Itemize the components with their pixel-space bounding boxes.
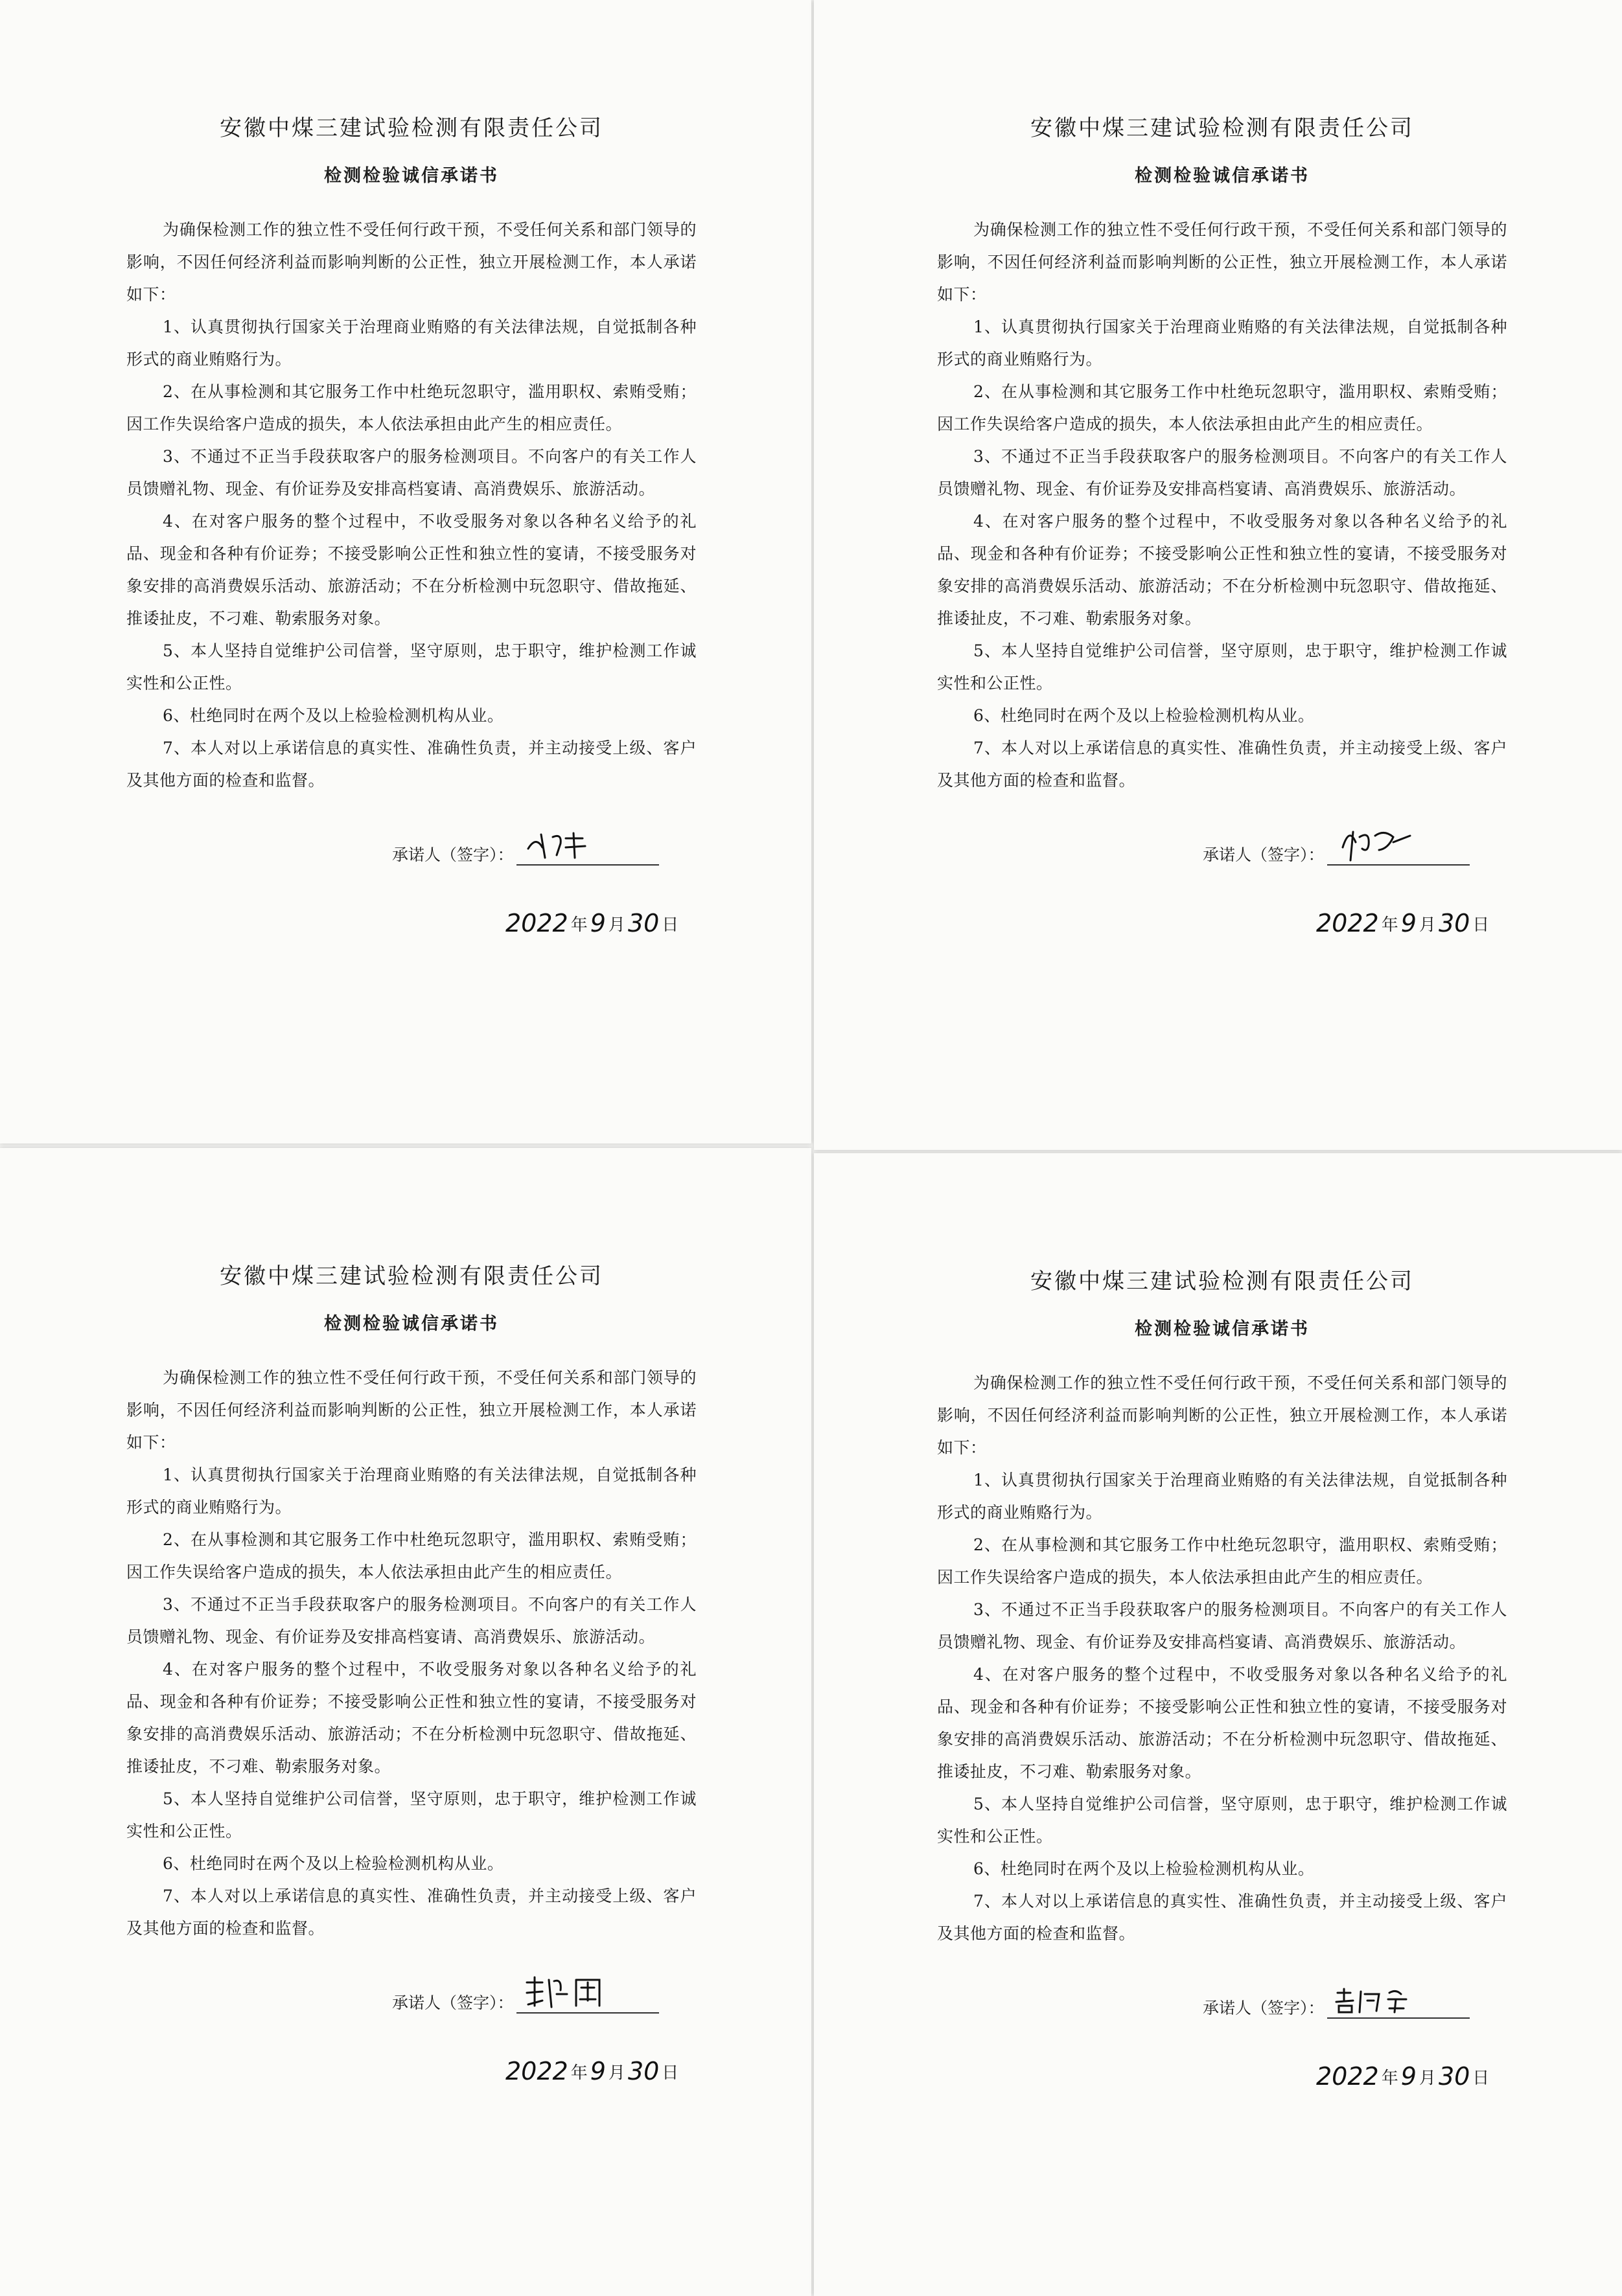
commitment-item-2: 2、在从事检测和其它服务工作中杜绝玩忽职守，滥用职权、索贿受贿；因工作失误给客户造成的损失，本人依法承担由此产生的相应责任。: [126, 1530, 697, 1581]
sheet-content: [126, 1258, 697, 2084]
handwritten-signature: [523, 829, 601, 862]
signature-label: 承诺人（签字）：: [392, 1993, 514, 2012]
signature-line: [516, 828, 659, 866]
date-day: 30: [627, 909, 660, 937]
date-month: 9: [1400, 909, 1417, 937]
commitment-item-1: 1、认真贯彻执行国家关于治理商业贿赂的有关法律法规，自觉抵制各种形式的商业贿赂行为。: [126, 317, 697, 369]
commitment-item-4: 4、在对客户服务的整个过程中，不收受服务对象以各种名义给予的礼品、现金和各种有价证券；不接受影响公正性和独立性的宴请，不接受服务对象安排的高消费娱乐活动、旅游活动；不在分析检测中玩忽职守、借故拖延、推诿扯皮，不刁难、勒索服务对象。: [126, 512, 697, 628]
commitment-item-4: 4、在对客户服务的整个过程中，不收受服务对象以各种名义给予的礼品、现金和各种有价证券；不接受影响公正性和独立性的宴请，不接受服务对象安排的高消费娱乐活动、旅游活动；不在分析检测中玩忽职守、借故拖延、推诿扯皮，不刁难、勒索服务对象。: [126, 1660, 697, 1776]
signature-row: [126, 828, 697, 866]
commitment-sheet-3: [0, 1148, 811, 2296]
document-subtitle: 检测检验诚信承诺书: [324, 1314, 499, 1334]
commitment-item-3: 3、不通过不正当手段获取客户的服务检测项目。不向客户的有关工作人员馈赠礼物、现金、有价证券及安排高档宴请、高消费娱乐、旅游活动。: [126, 447, 697, 498]
date-year: 2022: [505, 2057, 568, 2085]
commitment-item-1: 1、认真贯彻执行国家关于治理商业贿赂的有关法律法规，自觉抵制各种形式的商业贿赂行为。: [937, 317, 1507, 369]
handwritten-signature: [1334, 1986, 1431, 2015]
date-month: 9: [590, 2057, 606, 2085]
signature-label: 承诺人（签字）：: [1203, 1999, 1325, 2017]
month-unit: 月: [1419, 915, 1436, 935]
commitment-item-1: 1、认真贯彻执行国家关于治理商业贿赂的有关法律法规，自觉抵制各种形式的商业贿赂行为。: [937, 1471, 1507, 1522]
sheet-content: [937, 1263, 1507, 2089]
commitment-item-4: 4、在对客户服务的整个过程中，不收受服务对象以各种名义给予的礼品、现金和各种有价证券；不接受影响公正性和独立性的宴请，不接受服务对象安排的高消费娱乐活动、旅游活动；不在分析检测中玩忽职守、借故拖延、推诿扯皮，不刁难、勒索服务对象。: [937, 512, 1507, 628]
intro-paragraph: 为确保检测工作的独立性不受任何行政干预，不受任何关系和部门领导的影响，不因任何经济利益而影响判断的公正性，独立开展检测工作，本人承诺如下：: [126, 1368, 697, 1452]
sheet-content: [937, 110, 1507, 936]
date-row: [126, 2059, 697, 2084]
commitment-item-1: 1、认真贯彻执行国家关于治理商业贿赂的有关法律法规，自觉抵制各种形式的商业贿赂行为。: [126, 1465, 697, 1517]
intro-paragraph: 为确保检测工作的独立性不受任何行政干预，不受任何关系和部门领导的影响，不因任何经济利益而影响判断的公正性，独立开展检测工作，本人承诺如下：: [126, 220, 697, 304]
signature-label: 承诺人（签字）：: [1203, 845, 1325, 864]
signature-row: [937, 1981, 1507, 2019]
month-unit: 月: [1419, 2069, 1436, 2088]
company-title: 安徽中煤三建试验检测有限责任公司: [1030, 1269, 1414, 1294]
commitment-item-7: 7、本人对以上承诺信息的真实性、准确性负责，并主动接受上级、客户及其他方面的检查和监督。: [937, 739, 1507, 790]
handwritten-signature: [523, 1975, 620, 2010]
document-subtitle: 检测检验诚信承诺书: [1135, 166, 1310, 186]
document-subtitle: 检测检验诚信承诺书: [1135, 1319, 1310, 1339]
document-subtitle: 检测检验诚信承诺书: [324, 166, 499, 186]
signature-line: [1327, 1981, 1470, 2019]
date-row: [937, 911, 1507, 936]
commitment-item-6: 6、杜绝同时在两个及以上检验检测机构从业。: [973, 706, 1315, 725]
date-day: 30: [1438, 909, 1470, 937]
day-unit: 日: [662, 915, 679, 935]
company-title: 安徽中煤三建试验检测有限责任公司: [220, 115, 603, 141]
date-day: 30: [627, 2057, 660, 2085]
commitment-item-6: 6、杜绝同时在两个及以上检验检测机构从业。: [163, 1854, 504, 1873]
commitment-sheet-4: [814, 1153, 1622, 2296]
commitment-item-2: 2、在从事检测和其它服务工作中杜绝玩忽职守，滥用职权、索贿受贿；因工作失误给客户造成的损失，本人依法承担由此产生的相应责任。: [937, 1535, 1507, 1587]
commitment-sheet-1: [0, 0, 811, 1143]
commitment-item-6: 6、杜绝同时在两个及以上检验检测机构从业。: [973, 1859, 1315, 1878]
commitment-item-4: 4、在对客户服务的整个过程中，不收受服务对象以各种名义给予的礼品、现金和各种有价证券；不接受影响公正性和独立性的宴请，不接受服务对象安排的高消费娱乐活动、旅游活动；不在分析检测中玩忽职守、借故拖延、推诿扯皮，不刁难、勒索服务对象。: [937, 1665, 1507, 1781]
date-row: [937, 2064, 1507, 2089]
commitment-item-5: 5、本人坚持自觉维护公司信誉，坚守原则，忠于职守，维护检测工作诚实性和公正性。: [937, 1795, 1507, 1846]
commitment-item-2: 2、在从事检测和其它服务工作中杜绝玩忽职守，滥用职权、索贿受贿；因工作失误给客户造成的损失，本人依法承担由此产生的相应责任。: [937, 382, 1507, 433]
date-year: 2022: [505, 909, 568, 937]
company-title: 安徽中煤三建试验检测有限责任公司: [1030, 115, 1414, 141]
signature-row: [126, 1976, 697, 2014]
year-unit: 年: [570, 2063, 588, 2083]
intro-paragraph: 为确保检测工作的独立性不受任何行政干预，不受任何关系和部门领导的影响，不因任何经济利益而影响判断的公正性，独立开展检测工作，本人承诺如下：: [937, 1373, 1507, 1457]
date-month: 9: [590, 909, 606, 937]
commitment-item-2: 2、在从事检测和其它服务工作中杜绝玩忽职守，滥用职权、索贿受贿；因工作失误给客户造成的损失，本人依法承担由此产生的相应责任。: [126, 382, 697, 433]
commitment-item-3: 3、不通过不正当手段获取客户的服务检测项目。不向客户的有关工作人员馈赠礼物、现金、有价证券及安排高档宴请、高消费娱乐、旅游活动。: [126, 1595, 697, 1646]
signature-label: 承诺人（签字）：: [392, 845, 514, 864]
signature-line: [516, 1976, 659, 2014]
commitment-item-7: 7、本人对以上承诺信息的真实性、准确性负责，并主动接受上级、客户及其他方面的检查和监督。: [937, 1892, 1507, 1943]
commitment-item-3: 3、不通过不正当手段获取客户的服务检测项目。不向客户的有关工作人员馈赠礼物、现金、有价证券及安排高档宴请、高消费娱乐、旅游活动。: [937, 447, 1507, 498]
date-year: 2022: [1316, 909, 1379, 937]
date-month: 9: [1400, 2062, 1417, 2091]
handwritten-signature: [1334, 823, 1424, 862]
commitment-item-7: 7、本人对以上承诺信息的真实性、准确性负责，并主动接受上级、客户及其他方面的检查和监督。: [126, 739, 697, 790]
month-unit: 月: [608, 915, 625, 935]
commitment-item-7: 7、本人对以上承诺信息的真实性、准确性负责，并主动接受上级、客户及其他方面的检查和监督。: [126, 1887, 697, 1938]
commitment-item-5: 5、本人坚持自觉维护公司信誉，坚守原则，忠于职守，维护检测工作诚实性和公正性。: [937, 641, 1507, 693]
day-unit: 日: [662, 2063, 679, 2083]
year-unit: 年: [1381, 915, 1398, 935]
date-row: [126, 911, 697, 936]
commitment-item-5: 5、本人坚持自觉维护公司信誉，坚守原则，忠于职守，维护检测工作诚实性和公正性。: [126, 641, 697, 693]
month-unit: 月: [608, 2063, 625, 2083]
signature-line: [1327, 828, 1470, 866]
company-title: 安徽中煤三建试验检测有限责任公司: [220, 1263, 603, 1289]
year-unit: 年: [570, 915, 588, 935]
commitment-item-6: 6、杜绝同时在两个及以上检验检测机构从业。: [163, 706, 504, 725]
sheet-content: [126, 110, 697, 936]
day-unit: 日: [1472, 2069, 1490, 2088]
commitment-sheet-2: [814, 0, 1622, 1150]
day-unit: 日: [1472, 915, 1490, 935]
date-day: 30: [1438, 2062, 1470, 2091]
commitment-item-3: 3、不通过不正当手段获取客户的服务检测项目。不向客户的有关工作人员馈赠礼物、现金、有价证券及安排高档宴请、高消费娱乐、旅游活动。: [937, 1600, 1507, 1651]
signature-row: [937, 828, 1507, 866]
intro-paragraph: 为确保检测工作的独立性不受任何行政干预，不受任何关系和部门领导的影响，不因任何经济利益而影响判断的公正性，独立开展检测工作，本人承诺如下：: [937, 220, 1507, 304]
year-unit: 年: [1381, 2069, 1398, 2088]
commitment-item-5: 5、本人坚持自觉维护公司信誉，坚守原则，忠于职守，维护检测工作诚实性和公正性。: [126, 1789, 697, 1841]
date-year: 2022: [1316, 2062, 1379, 2091]
